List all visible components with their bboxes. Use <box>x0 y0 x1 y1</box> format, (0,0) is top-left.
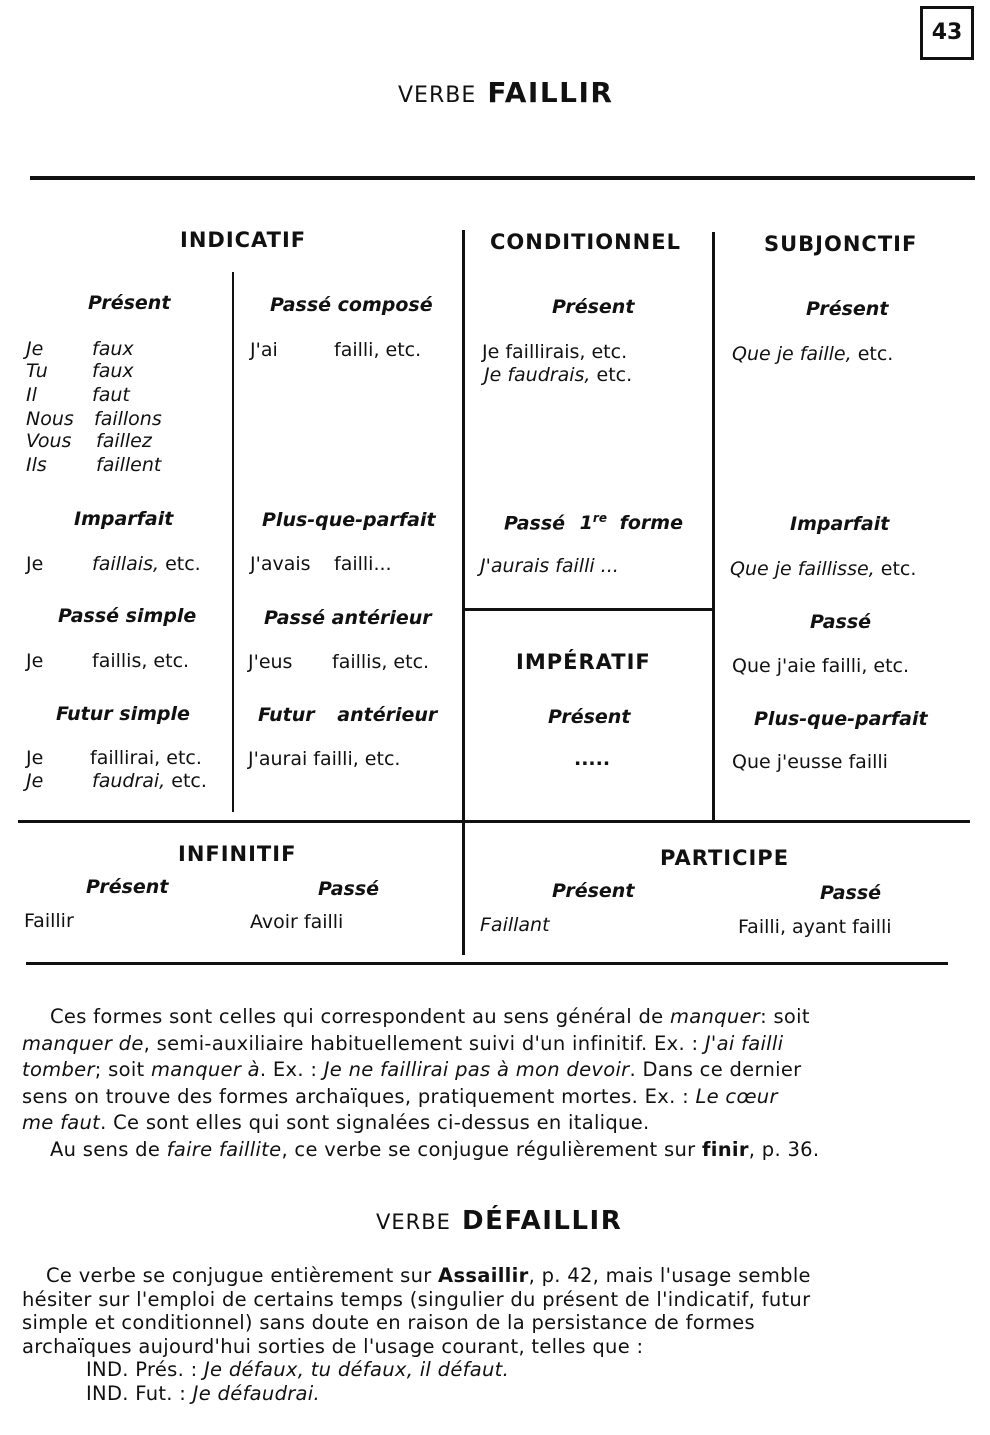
paragraph-line <box>22 1084 819 1111</box>
paragraph-line: hésiter sur l'emploi de certains temps (singulier du présent de l'indicatif, futur <box>22 1287 811 1311</box>
text-run: tomber <box>22 1058 95 1081</box>
imperatif-rule <box>464 608 714 611</box>
passe-compose-aux: J'ai <box>250 339 278 361</box>
text-run: finir <box>701 1137 749 1161</box>
verb-form: faillent <box>96 454 162 476</box>
conditionnel-present-line1: Je faillirais, etc. <box>482 341 628 363</box>
etc-text: etc. <box>596 364 633 386</box>
passe-word: Passé <box>504 512 566 535</box>
passe-simple-label: Passé simple <box>58 605 197 627</box>
text-run: manquer <box>669 1005 761 1028</box>
infinitif-passe-form: Avoir failli <box>250 911 344 933</box>
paragraph-line <box>22 1137 819 1164</box>
etc-text: etc. <box>857 343 894 365</box>
title2-verb: DÉFAILLIR <box>462 1206 623 1236</box>
verb-form: faillez <box>96 430 152 452</box>
paragraph-line <box>22 1382 811 1406</box>
verb-form: faut <box>92 384 130 406</box>
subjonctif-passe-label: Passé <box>810 611 872 633</box>
paragraph-line: simple et conditionnel) sans doute en raison de la persistance de formes <box>22 1311 755 1334</box>
plus-que-parfait-form: failli... <box>334 553 392 575</box>
subjonctif-imparfait-form <box>730 558 916 580</box>
title2-prefix: VERBE <box>376 1210 451 1234</box>
text-run: sens on trouve des formes archaïques, pratiquement mortes. Ex. : <box>22 1084 696 1108</box>
ordinal-suffix: re <box>592 511 607 525</box>
passe-anterieur-aux: J'eus <box>248 651 293 673</box>
conditionnel-passe-form: J'aurais failli ... <box>480 555 619 577</box>
etc-text: etc. <box>171 770 207 792</box>
subjonctif-present-form <box>732 343 893 365</box>
pronoun: Je <box>26 650 44 672</box>
futur-anterieur-label-b: antérieur <box>337 704 438 726</box>
imperatif-present-form: ..... <box>574 748 611 770</box>
participe-present-label: Présent <box>552 880 635 902</box>
text-run: IND. Prés. : <box>86 1358 204 1381</box>
passe-anterieur-label: Passé antérieur <box>264 607 432 629</box>
explanation-paragraph <box>22 1004 819 1163</box>
forme-word: forme <box>619 512 683 535</box>
participe-heading: PARTICIPE <box>660 846 790 870</box>
indicatif-divider <box>232 272 234 812</box>
text-run: Je défaudrai. <box>192 1381 321 1405</box>
conditionnel-present-label: Présent <box>552 296 635 318</box>
pronoun: Vous <box>26 430 72 452</box>
text-run: ; soit <box>94 1058 151 1081</box>
verb-form: faux <box>92 338 134 360</box>
infinitif-heading: INFINITIF <box>178 842 297 866</box>
text-run: me faut <box>22 1111 101 1134</box>
passe-simple-form: faillis, etc. <box>92 650 190 672</box>
participe-present-form: Faillant <box>480 914 550 936</box>
paragraph-line <box>22 1358 811 1382</box>
defaillir-paragraph <box>22 1264 811 1405</box>
subjonctif-heading: SUBJONCTIF <box>764 232 918 256</box>
paragraph-line <box>22 1031 819 1058</box>
verb-form: faillirai, etc. <box>90 747 202 769</box>
verb-form: faillais, <box>92 553 160 575</box>
text-run: , p. 36. <box>748 1137 820 1161</box>
imperatif-present-label: Présent <box>548 706 631 728</box>
paragraph-line <box>22 1110 819 1137</box>
passe-compose-form: failli, etc. <box>334 339 422 361</box>
infinitif-passe-label: Passé <box>318 878 380 900</box>
text-run: , ce verbe se conjugue régulièrement sur <box>281 1137 702 1161</box>
verb-form: faux <box>92 360 134 382</box>
section-title <box>376 1206 622 1236</box>
pronoun: Il <box>26 384 37 406</box>
pronoun: Nous <box>26 408 74 430</box>
ordinal: 1 <box>579 512 593 535</box>
passe-compose-label: Passé composé <box>270 294 433 316</box>
text-run: . Ce sont elles qui sont signalées ci-dessus en italique. <box>100 1111 650 1134</box>
subjonctif-plus-que-parfait-form: Que j'eusse failli <box>732 751 888 773</box>
conditionnel-present-line2 <box>484 364 632 386</box>
subjonctif-divider <box>712 232 715 822</box>
paragraph-line: archaïques aujourd'hui sorties de l'usage courant, telles que : <box>22 1334 644 1358</box>
subjonctif-imparfait-label: Imparfait <box>790 513 890 535</box>
paragraph-line <box>22 1057 819 1084</box>
text-run: J'ai failli <box>704 1031 784 1055</box>
futur-simple-label: Futur simple <box>56 703 190 725</box>
conditionnel-passe-label <box>504 511 683 534</box>
futur-anterieur-label-a: Futur <box>258 704 315 726</box>
text-run: Ces formes sont celles qui correspondent au sens général de <box>50 1005 670 1028</box>
verb-form: faudrai, <box>92 770 166 792</box>
plus-que-parfait-aux: J'avais <box>250 553 311 575</box>
etc-text: etc. <box>165 553 201 575</box>
page-number: 43 <box>920 6 974 60</box>
text-run: , p. 42, mais l'usage semble <box>528 1264 811 1287</box>
plus-que-parfait-label: Plus-que-parfait <box>262 509 436 531</box>
participe-passe-label: Passé <box>820 882 882 904</box>
pronoun: Tu <box>26 360 48 382</box>
paragraph-line <box>22 1004 819 1031</box>
pronoun: Je <box>26 553 44 575</box>
imparfait-label: Imparfait <box>74 508 174 530</box>
present-label: Présent <box>88 292 171 314</box>
indicatif-heading: INDICATIF <box>180 228 307 252</box>
pronoun: Je <box>26 747 44 769</box>
text-run: faire faillite <box>166 1137 282 1161</box>
page-title <box>398 76 614 109</box>
futur-simple-form-2 <box>92 770 207 792</box>
text-run: IND. Fut. : <box>86 1381 193 1405</box>
pronoun: Je <box>26 770 44 792</box>
text-run: Je défaux, tu défaux, il défaut. <box>203 1358 510 1381</box>
futur-anterieur-form: J'aurai failli, etc. <box>248 748 401 770</box>
infinitif-present-label: Présent <box>86 876 169 898</box>
imparfait-form <box>92 553 201 575</box>
text-run: manquer à <box>151 1058 260 1081</box>
passe-anterieur-form: faillis, etc. <box>332 651 430 673</box>
etc-text: etc. <box>880 558 917 580</box>
verb-form: Que je faillisse, <box>730 558 875 580</box>
subjonctif-plus-que-parfait-label: Plus-que-parfait <box>754 708 928 730</box>
pronoun: Ils <box>26 454 47 476</box>
imperatif-heading: IMPÉRATIF <box>516 650 651 674</box>
pronoun: Je <box>26 338 44 360</box>
bottom-rule <box>26 962 948 965</box>
text-run: . Ex. : <box>259 1058 324 1081</box>
top-rule <box>30 176 975 180</box>
title-prefix: VERBE <box>398 83 477 108</box>
verb-form: Que je faille, <box>732 343 852 365</box>
text-run: Au sens de <box>50 1137 167 1161</box>
verb-form: faillons <box>94 408 162 430</box>
text-run: manquer de <box>22 1031 144 1055</box>
text-run: Je ne faillirai pas à mon devoir <box>323 1058 630 1081</box>
text-run: Ce verbe se conjugue entièrement sur <box>46 1264 439 1287</box>
conditionnel-divider <box>462 230 465 955</box>
text-run: Assaillir <box>438 1264 529 1287</box>
paragraph-line <box>22 1264 811 1288</box>
text-run: , semi-auxiliaire habituellement suivi d'un infinitif. Ex. : <box>143 1031 705 1055</box>
text-run: Le cœur <box>695 1084 778 1108</box>
middle-rule <box>18 820 970 823</box>
infinitif-present-form: Faillir <box>24 910 74 932</box>
conditionnel-heading: CONDITIONNEL <box>490 230 681 254</box>
text-run: . Dans ce dernier <box>629 1058 802 1081</box>
subjonctif-present-label: Présent <box>806 298 889 320</box>
futur-anterieur-label <box>258 704 437 726</box>
verb-form: Je faudrais, <box>484 364 591 386</box>
participe-passe-form: Failli, ayant failli <box>738 916 892 938</box>
text-run: : soit <box>760 1005 810 1028</box>
subjonctif-passe-form: Que j'aie failli, etc. <box>732 655 910 677</box>
title-verb: FAILLIR <box>487 76 614 109</box>
